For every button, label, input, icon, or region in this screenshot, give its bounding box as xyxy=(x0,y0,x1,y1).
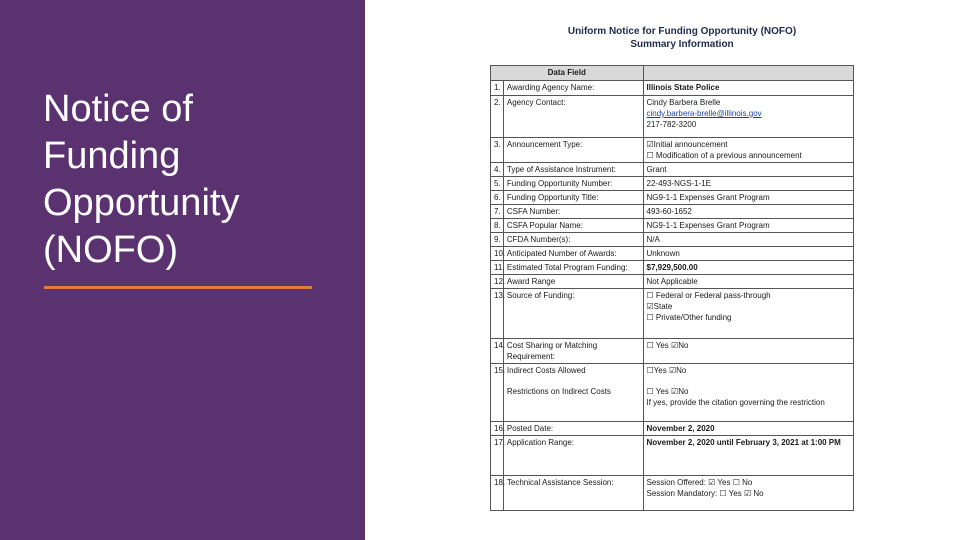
table-row xyxy=(491,364,854,422)
row-number: 16. xyxy=(491,422,504,436)
value-line: ☑Initial announcement xyxy=(646,140,728,149)
table-row xyxy=(491,275,854,289)
left-panel xyxy=(0,0,365,540)
document-title: Uniform Notice for Funding Opportunity (NOFO) xyxy=(567,26,797,37)
table-row xyxy=(491,261,854,275)
field-text: Indirect Costs Allowed xyxy=(506,366,586,375)
field-text: Restrictions on Indirect Costs xyxy=(506,387,611,396)
field-text: Funding Opportunity Title: xyxy=(506,193,599,202)
value-line: Session Mandatory: ☐ Yes ☑ No xyxy=(646,489,764,498)
row-value xyxy=(643,191,854,205)
value-line: ☐ Modification of a previous announcement xyxy=(646,151,802,160)
row-field-label xyxy=(503,261,643,275)
row-value xyxy=(643,339,854,364)
field-text: Type of Assistance Instrument: xyxy=(506,165,616,174)
row-value xyxy=(643,275,854,289)
nofo-document xyxy=(488,20,856,520)
row-field-label xyxy=(503,191,643,205)
field-text: Source of Funding: xyxy=(506,291,575,300)
value-line: ☐ Yes ☑No xyxy=(646,341,689,350)
field-text: Application Range: xyxy=(506,438,575,447)
field-text: Funding Opportunity Number: xyxy=(506,179,613,188)
table-row xyxy=(491,177,854,191)
value-line: If yes, provide the citation governing the restriction xyxy=(646,398,825,407)
value-line: 22-493-NGS-1-1E xyxy=(646,179,711,188)
table-row xyxy=(491,289,854,339)
value-line: Cindy Barbera Brelle xyxy=(646,98,721,107)
row-value xyxy=(643,261,854,275)
row-value xyxy=(643,138,854,163)
row-field-label xyxy=(503,364,643,422)
row-value xyxy=(643,81,854,96)
field-text: CSFA Popular Name: xyxy=(506,221,583,230)
row-number: 5. xyxy=(491,177,504,191)
row-number: 2. xyxy=(491,96,504,138)
row-number: 17. xyxy=(491,436,504,476)
row-field-label xyxy=(503,476,643,511)
field-text: Posted Date: xyxy=(506,424,554,433)
document-subtitle: Summary Information xyxy=(630,39,734,50)
row-field-label xyxy=(503,138,643,163)
value-line: NG9-1-1 Expenses Grant Program xyxy=(646,193,770,202)
value-line: NG9-1-1 Expenses Grant Program xyxy=(646,221,770,230)
row-value xyxy=(643,205,854,219)
row-value xyxy=(643,163,854,177)
value-line: Not Applicable xyxy=(646,277,698,286)
row-number: 18. xyxy=(491,476,504,511)
field-text: Anticipated Number of Awards: xyxy=(506,249,617,258)
row-number: 6. xyxy=(491,191,504,205)
slide-title xyxy=(43,86,343,274)
field-text: CFDA Number(s): xyxy=(506,235,571,244)
field-text: Award Range xyxy=(506,277,556,286)
value-line: ☐ Private/Other funding xyxy=(646,313,732,322)
field-text: Agency Contact: xyxy=(506,98,566,107)
value-line: $7,929,500.00 xyxy=(646,263,698,272)
table-row xyxy=(491,247,854,261)
table-row xyxy=(491,339,854,364)
field-text: CSFA Number: xyxy=(506,207,561,216)
row-field-label xyxy=(503,275,643,289)
row-number: 4. xyxy=(491,163,504,177)
row-number: 11. xyxy=(491,261,504,275)
row-field-label xyxy=(503,422,643,436)
value-line: 493-60-1652 xyxy=(646,207,692,216)
row-value xyxy=(643,289,854,339)
row-value xyxy=(643,96,854,138)
spacer xyxy=(647,376,851,386)
value-line: Session Offered: ☑ Yes ☐ No xyxy=(646,478,753,487)
header-value xyxy=(643,66,854,81)
nofo-summary-table xyxy=(490,65,854,511)
row-value xyxy=(643,422,854,436)
row-field-label xyxy=(503,163,643,177)
value-line: Illinois State Police xyxy=(646,83,720,92)
field-text: Announcement Type: xyxy=(506,140,583,149)
table-row xyxy=(491,96,854,138)
row-field-label xyxy=(503,436,643,476)
accent-divider xyxy=(44,286,312,289)
table-row xyxy=(491,219,854,233)
table-row xyxy=(491,422,854,436)
row-field-label xyxy=(503,81,643,96)
value-line: November 2, 2020 xyxy=(646,424,715,433)
title-line: Funding xyxy=(43,135,181,177)
row-number: 3. xyxy=(491,138,504,163)
row-field-label xyxy=(503,247,643,261)
value-line: Unknown xyxy=(646,249,680,258)
table-row xyxy=(491,138,854,163)
table-row xyxy=(491,476,854,511)
spacer xyxy=(507,376,640,386)
header-data-field: Data Field xyxy=(491,66,644,81)
field-text: Awarding Agency Name: xyxy=(506,83,595,92)
value-line: 217-782-3200 xyxy=(646,120,697,129)
row-number: 14. xyxy=(491,339,504,364)
value-line: ☐ Federal or Federal pass-through xyxy=(646,291,771,300)
contact-email-link[interactable]: cindy.barbera-brelle@illinois.gov xyxy=(646,109,762,118)
table-row xyxy=(491,163,854,177)
row-field-label xyxy=(503,289,643,339)
table-row xyxy=(491,233,854,247)
row-number: 15. xyxy=(491,364,504,422)
row-value xyxy=(643,364,854,422)
row-value xyxy=(643,177,854,191)
table-row xyxy=(491,191,854,205)
row-number: 1. xyxy=(491,81,504,96)
row-field-label xyxy=(503,205,643,219)
row-field-label xyxy=(503,177,643,191)
row-field-label xyxy=(503,96,643,138)
field-text: Estimated Total Program Funding: xyxy=(506,263,628,272)
row-number: 12. xyxy=(491,275,504,289)
field-text: Technical Assistance Session: xyxy=(506,478,614,487)
row-number: 9. xyxy=(491,233,504,247)
row-value xyxy=(643,233,854,247)
row-number: 8. xyxy=(491,219,504,233)
row-number: 10. xyxy=(491,247,504,261)
row-value xyxy=(643,247,854,261)
value-line: November 2, 2020 until February 3, 2021 at 1:00 PM xyxy=(646,438,841,447)
row-field-label xyxy=(503,339,643,364)
value-line: Grant xyxy=(646,165,667,174)
row-number: 13. xyxy=(491,289,504,339)
value-line: ☐ Yes ☑No xyxy=(646,387,689,396)
row-field-label xyxy=(503,233,643,247)
row-number: 7. xyxy=(491,205,504,219)
field-text: Cost Sharing or Matching Requirement: xyxy=(506,341,598,361)
value-line: ☐Yes ☑No xyxy=(646,366,687,375)
table-row xyxy=(491,436,854,476)
table-body xyxy=(491,81,854,511)
row-value xyxy=(643,436,854,476)
row-value xyxy=(643,476,854,511)
row-value xyxy=(643,219,854,233)
title-line: Opportunity xyxy=(43,182,240,224)
title-line: Notice of xyxy=(43,88,193,130)
value-line: N/A xyxy=(646,235,660,244)
table-row xyxy=(491,205,854,219)
title-line: (NOFO) xyxy=(43,229,179,271)
table-header-row xyxy=(491,66,854,81)
row-field-label xyxy=(503,219,643,233)
value-line: ☑State xyxy=(646,302,673,311)
table-row xyxy=(491,81,854,96)
